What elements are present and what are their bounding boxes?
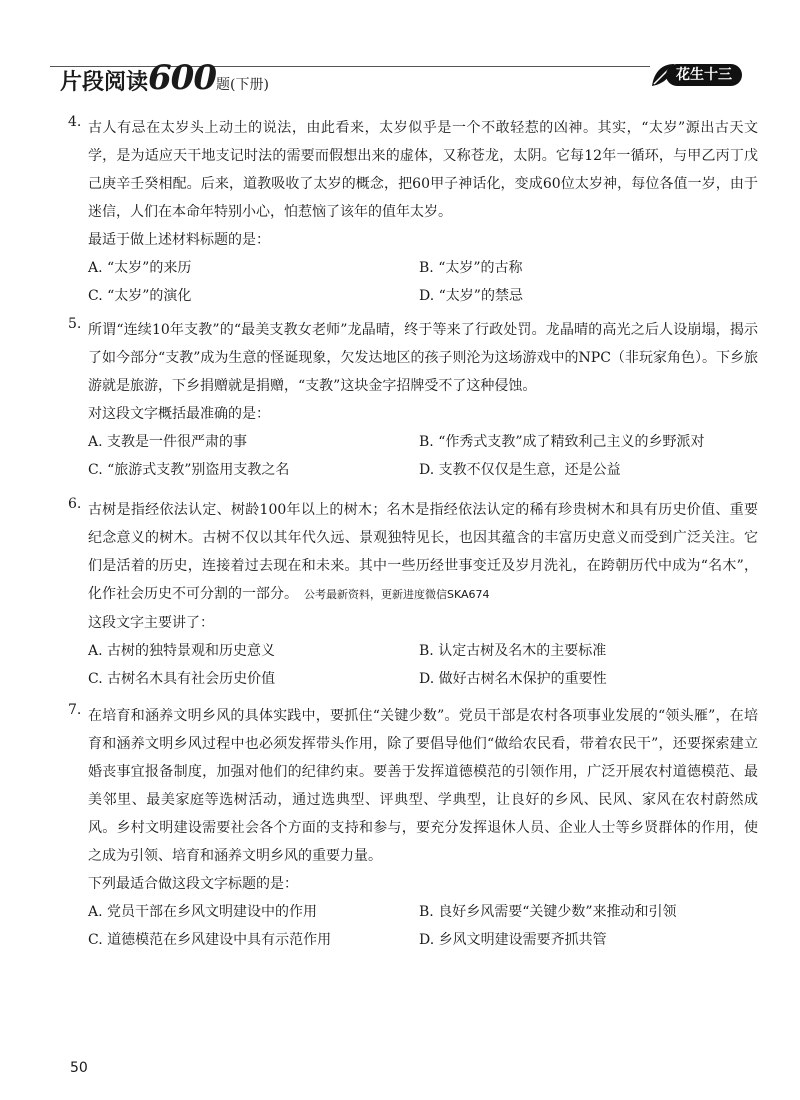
question-6 [68, 496, 758, 693]
option-c[interactable]: C. “太岁”的演化 [88, 288, 192, 304]
option-b[interactable]: B. “作秀式支教”成了精致利己主义的乡野派对 [419, 434, 705, 450]
book-title-volume: (下册) [230, 77, 269, 93]
options-grid [88, 254, 758, 310]
option-a[interactable]: A. 支教是一件很严肃的事 [88, 434, 248, 450]
option-b[interactable]: B. 认定古树及名木的主要标准 [419, 643, 607, 659]
question-5 [68, 316, 758, 484]
option-c[interactable]: C. “旅游式支教”别盗用支教之名 [88, 462, 290, 478]
author-badge [648, 60, 744, 90]
options-grid [88, 898, 758, 954]
option-c[interactable]: C. 古树名木具有社会历史价值 [88, 671, 276, 687]
author-badge-text: 花生十三 [666, 64, 742, 86]
question-passage [88, 496, 758, 609]
option-a[interactable]: A. 古树的独特景观和历史意义 [88, 643, 276, 659]
option-d[interactable]: D. “太岁”的禁忌 [419, 288, 523, 304]
option-d[interactable]: D. 做好古树名木保护的重要性 [419, 671, 607, 687]
option-d[interactable]: D. 支教不仅仅是生意，还是公益 [419, 462, 621, 478]
question-4 [68, 114, 758, 310]
options-grid [88, 637, 758, 693]
question-number: 7. [68, 702, 82, 718]
question-number: 6. [68, 496, 82, 512]
question-passage: 古人有忌在太岁头上动土的说法，由此看来，太岁似乎是一个不敢轻惹的凶神。其实，“太岁”源出古天文学，是为适应天干地支记时法的需要而假想出来的虚体，又称苍龙，太阴。它每12年一循环，与甲乙丙丁戊己庚辛壬癸相配。后来，道教吸收了太岁的概念，把60甲子神话化，变成60位太岁神，每位各值一岁，由于迷信，人们在本命年特别小心，怕惹恼了该年的值年太岁。 [88, 120, 758, 220]
watermark-note: 公考最新资料，更新进度微信SKA674 [304, 588, 490, 601]
question-prompt: 最适于做上述材料标题的是： [88, 232, 270, 248]
question-number: 4. [68, 114, 82, 130]
option-d[interactable]: D. 乡风文明建设需要齐抓共管 [419, 932, 607, 948]
question-passage: 所谓“连续10年支教”的“最美支教女老师”龙晶晴，终于等来了行政处罚。龙晶晴的高光之后人设崩塌，揭示了如今部分“支教”成为生意的怪诞现象，欠发达地区的孩子则沦为这场游戏中的NPC（非玩家角色）。下乡旅游就是旅游，下乡捐赠就是捐赠，“支教”这块金字招牌受不了这种侵蚀。 [88, 322, 758, 394]
option-b[interactable]: B. 良好乡风需要“关键少数”来推动和引领 [419, 904, 677, 920]
book-title [60, 58, 269, 98]
question-passage-body: 古树是指经依法认定、树龄100年以上的树木；名木是指经依法认定的稀有珍贵树木和具有历史价值、重要纪念意义的树木。古树不仅以其年代久远、景观独特见长，也因其蕴含的丰富历史意义而受到广泛关注。它们是活着的历史，连接着过去现在和未来。其中一些历经世事变迁及岁月洗礼，在跨朝历代中成为“名木”，化作社会历史不可分割的一部分。 [88, 502, 758, 602]
question-prompt: 下列最适合做这段文字标题的是： [88, 876, 298, 892]
question-number: 5. [68, 316, 82, 332]
book-title-number: 600 [148, 58, 216, 98]
options-grid [88, 428, 758, 484]
question-prompt: 对这段文字概括最准确的是： [88, 406, 270, 422]
page-number: 50 [70, 1060, 88, 1076]
question-passage: 在培育和涵养文明乡风的具体实践中，要抓住“关键少数”。党员干部是农村各项事业发展的“领头雁”，在培育和涵养文明乡风过程中也必须发挥带头作用，除了要倡导他们“做给农民看，带着农民干”，还要探索建立婚丧事宜报备制度，加强对他们的纪律约束。要善于发挥道德模范的引领作用，广泛开展农村道德模范、最美邻里、最美家庭等选树活动，通过选典型、评典型、学典型，让良好的乡风、民风、家风在农村蔚然成风。乡村文明建设需要社会各个方面的支持和参与，要充分发挥退休人员、企业人士等乡贤群体的作用，使之成为引领、培育和涵养文明乡风的重要力量。 [88, 708, 758, 864]
page-header [0, 0, 800, 110]
question-7 [68, 702, 758, 954]
question-prompt: 这段文字主要讲了： [88, 615, 214, 631]
option-a[interactable]: A. “太岁”的来历 [88, 260, 192, 276]
option-b[interactable]: B. “太岁”的古称 [419, 260, 523, 276]
option-c[interactable]: C. 道德模范在乡风建设中具有示范作用 [88, 932, 332, 948]
book-title-prefix: 片段阅读 [60, 69, 149, 95]
option-a[interactable]: A. 党员干部在乡风文明建设中的作用 [88, 904, 318, 920]
book-title-suffix: 题 [216, 77, 230, 93]
